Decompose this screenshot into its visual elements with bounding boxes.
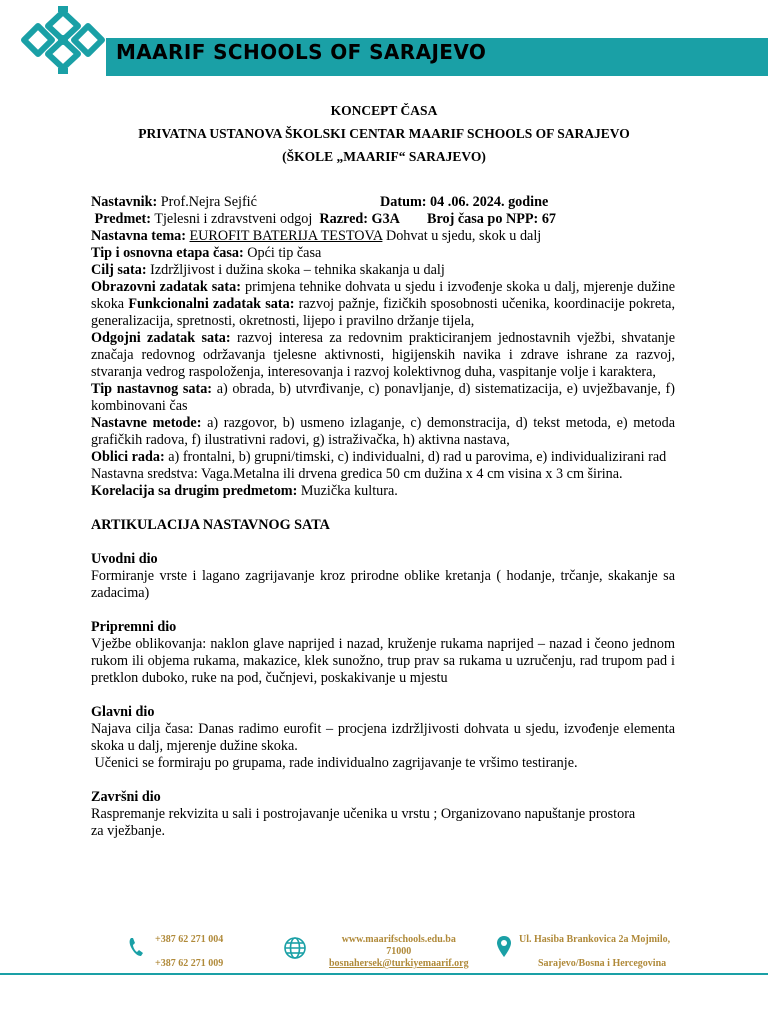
final-section-title: Završni dio	[91, 789, 161, 805]
goal-value: Izdržljivost i dužina skoka – tehnika skakanja u dalj	[150, 262, 445, 278]
footer-phones	[155, 934, 223, 970]
teacher-label: Nastavnik:	[91, 194, 158, 210]
footer-address-line-2: Sarajevo/Bosna i Hercegovina	[538, 958, 667, 969]
main-section-title: Glavni dio	[91, 704, 155, 720]
lesson-type-row	[91, 381, 675, 415]
subject-row	[91, 211, 675, 228]
teaching-aids-row: Nastavna sredstva: Vaga.Metalna ili drvena gredica 50 cm dužina x 4 cm visina x 3 cm širina.	[91, 466, 623, 482]
footer-divider	[0, 973, 768, 975]
work-forms-label: Oblici rada:	[91, 449, 165, 465]
title-line-2: PRIVATNA USTANOVA ŠKOLSKI CENTAR MAARIF SCHOOLS OF SARAJEVO	[138, 126, 630, 141]
location-pin-icon	[496, 935, 512, 959]
title-line-3: (ŠKOLE „MAARIF“ SARAJEVO)	[282, 149, 486, 164]
footer-website: www.maarifschools.edu.ba	[341, 934, 456, 945]
correlation-row	[91, 483, 675, 500]
intro-section-text: Formiranje vrste i lagano zagrijavanje kroz prirodne oblike kretanja ( hodanje, trčanje, skakanje sa zadacima)	[91, 568, 675, 601]
lesson-type-value: a) obrada, b) utvrđivanje, c) ponavljanje, d) sistematizacija, e) uvježbavanje, f) kombinovani čas	[91, 381, 675, 414]
topic-underlined: EUROFIT BATERIJA TESTOVA	[189, 228, 383, 244]
goal-row	[91, 262, 675, 279]
footer-web	[329, 934, 469, 970]
lesson-type-label: Tip nastavnog sata:	[91, 381, 213, 397]
footer-address-line-1: Ul. Hasiba Brankovica 2a Mojmilo,	[519, 934, 671, 945]
subject-label: Predmet:	[94, 211, 152, 227]
upbringing-task-value: razvoj interesa za redovnim prakticiranjem jednostavnih vježbi, shvatanje značaja redovnog održavanja tjelesne aktivnosti, higijenskih navika i zdrave ishrane za razvoj, stvaranja vedrog raspoloženja, interesovanja i razvoj kolektivnog duha, vaspitanje volje i karaktera,	[91, 330, 676, 380]
methods-value: a) razgovor, b) usmeno izlaganje, c) demonstracija, d) tekst metoda, e) metoda grafičkih radova, f) ilustrativni radovi, g) istraživačka, h) aktivna nastava,	[91, 415, 676, 448]
methods-label: Nastavne metode:	[91, 415, 202, 431]
functional-task-value: razvoj pažnje, fizičkih sposobnosti učenika, koordinacije pokreta, generalizacija, spretnosti, okretnosti, lijepo i pravilno držanje tijela,	[91, 296, 675, 329]
intro-section-title: Uvodni dio	[91, 551, 158, 567]
lesson-number-label: Broj časa po NPP: 67	[427, 211, 557, 227]
topic-rest: Dohvat u sjedu, skok u dalj	[385, 228, 542, 244]
lesson-content	[91, 194, 675, 840]
educational-task-value: primjena tehnike dohvata u sjedu i izvođenje skoka u dalj, mjerenje dužine skoka	[91, 279, 675, 312]
lesson-type-stage-value: Opći tip časa	[247, 245, 322, 261]
work-forms-row	[91, 449, 675, 466]
globe-icon	[283, 936, 307, 960]
date-label: Datum: 04 .06. 2024. godine	[380, 194, 549, 210]
topic-row	[91, 228, 675, 245]
work-forms-value: a) frontalni, b) grupni/timski, c) individualni, d) rad u parovima, e) individualizirani rad	[168, 449, 667, 465]
methods-row	[91, 415, 675, 449]
footer-email[interactable]: bosnahersek@turkiyemaarif.org	[329, 958, 469, 969]
subject-value: Tjelesni i zdravstveni odgoj	[154, 211, 313, 227]
maarif-logo-icon	[18, 6, 108, 74]
teacher-row	[91, 194, 675, 211]
preparatory-section-title: Pripremni dio	[91, 619, 177, 635]
main-section-text-2	[91, 755, 675, 772]
correlation-label: Korelacija sa drugim predmetom:	[91, 483, 298, 499]
lesson-type-stage-row	[91, 245, 675, 262]
articulation-heading: ARTIKULACIJA NASTAVNOG SATA	[91, 517, 330, 533]
correlation-value: Muzička kultura.	[300, 483, 398, 499]
teacher-value: Prof.Nejra Sejfić	[160, 194, 257, 210]
upbringing-task-row	[91, 330, 675, 381]
footer-phone-2: +387 62 271 009	[155, 958, 224, 969]
goal-label: Cilj sata:	[91, 262, 147, 278]
functional-task-label: Funkcionalni zadatak sata:	[128, 296, 295, 312]
main-section-text-1: Najava cilja časa: Danas radimo eurofit – procjena izdržljivosti dohvata u sjedu, izvođenje elementa skoka u dalj, mjerenje dužine skoka.	[91, 721, 675, 754]
educational-task-label: Obrazovni zadatak sata:	[91, 279, 241, 295]
preparatory-section-text: Vježbe oblikovanja: naklon glave naprijed i nazad, kruženje rukama naprijed – nazad i čeono jednom rukom ili objema rukama, makazice, klek sunožno, trup prav sa rukama u uzručenju, rad trupom pad i pretklon duboko, ruke na pod, čučnjevi, poskakivanje u mjestu	[91, 636, 675, 686]
final-section-text: Raspremanje rekvizita u sali i postrojavanje učenika u vrstu ; Organizovano napuštanje prostora za vježbanje.	[91, 806, 636, 839]
document-title	[0, 102, 768, 171]
educational-task-row	[91, 279, 675, 330]
footer-postal: 71000	[386, 946, 412, 957]
footer-phone-1: +387 62 271 004	[155, 934, 224, 945]
main-section-text-2-content: Učenici se formiraju po grupama, rade individualno zagrijavanje te vršimo testiranje.	[94, 755, 578, 771]
topic-label: Nastavna tema:	[91, 228, 186, 244]
phone-icon	[128, 936, 144, 958]
school-name: MAARIF SCHOOLS OF SARAJEVO	[116, 40, 487, 64]
grade-label: Razred: G3A	[319, 211, 400, 227]
upbringing-task-label: Odgojni zadatak sata:	[91, 330, 231, 346]
title-line-1: KONCEPT ČASA	[330, 103, 438, 118]
footer-address	[519, 934, 670, 970]
lesson-type-stage-label: Tip i osnovna etapa časa:	[91, 245, 244, 261]
